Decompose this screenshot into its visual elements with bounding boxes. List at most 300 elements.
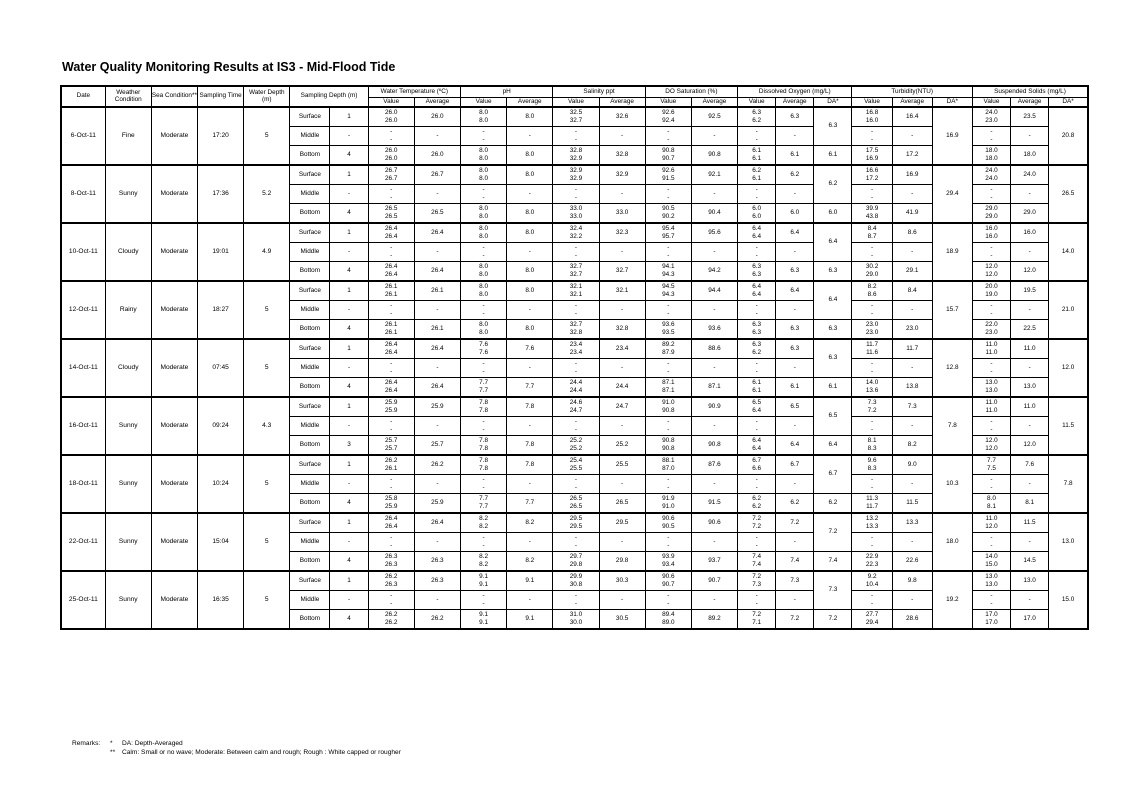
suspended-solids-values-reading-1: 12.0 [985, 437, 998, 444]
suspended-solids-values [972, 610, 1010, 630]
do-saturation-values-reading-2: 93.4 [662, 561, 675, 568]
do-saturation-values-reading-1: 91.0 [662, 399, 675, 406]
subheader-average: Average [691, 98, 737, 108]
suspended-solids-values [972, 243, 1010, 262]
ph-values-reading-2: - [482, 194, 485, 201]
salinity-values-reading-2: - [574, 136, 578, 143]
dissolved-oxygen-da: 6.4 [814, 281, 852, 320]
suspended-solids-average: - [1011, 359, 1049, 378]
temperature-values-reading-1: - [390, 302, 393, 309]
turbidity-values-reading-2: - [870, 542, 874, 549]
turbidity-values-reading-1: 8.1 [867, 437, 877, 444]
turbidity-average: 8.6 [892, 223, 932, 243]
suspended-solids-average: 11.5 [1011, 513, 1049, 533]
temperature-average: - [414, 185, 460, 204]
ph-average: - [507, 185, 553, 204]
do-saturation-average: 95.6 [691, 223, 737, 243]
weather-cell: Cloudy [105, 339, 151, 397]
dissolved-oxygen-average: - [776, 475, 814, 494]
turbidity-values-reading-1: 8.4 [867, 225, 877, 232]
dissolved-oxygen-values-reading-2: - [755, 194, 758, 201]
suspended-solids-values-reading-1: 7.7 [987, 457, 996, 464]
do-saturation-average: 90.8 [691, 436, 737, 456]
sampling-depth-cell: - [330, 185, 368, 204]
dissolved-oxygen-values [738, 301, 776, 320]
weather-cell: Fine [105, 107, 151, 165]
salinity-values [553, 204, 599, 224]
do-saturation-values-reading-1: 93.9 [662, 553, 675, 560]
dissolved-oxygen-values-reading-1: - [755, 418, 758, 425]
suspended-solids-average: - [1011, 243, 1049, 262]
sampling-depth-cell: 4 [330, 320, 368, 340]
temperature-values-reading-1: - [390, 186, 393, 193]
salinity-values-reading-2: 32.2 [569, 233, 583, 240]
dissolved-oxygen-values-reading-1: 6.3 [752, 109, 762, 116]
header-date: Date [61, 86, 105, 107]
salinity-values [553, 533, 599, 552]
suspended-solids-average: - [1011, 127, 1049, 146]
suspended-solids-values-reading-2: 15.0 [985, 561, 998, 568]
salinity-values-reading-2: - [574, 484, 578, 491]
sampling-time-cell: 16:35 [198, 571, 244, 629]
do-saturation-average: 90.8 [691, 146, 737, 166]
temperature-values [368, 185, 414, 204]
sampling-level-cell: Bottom [290, 610, 330, 630]
ph-values [461, 107, 507, 127]
temperature-values-reading-2: 26.0 [385, 155, 398, 162]
dissolved-oxygen-average: 6.7 [776, 455, 814, 475]
dissolved-oxygen-average: - [776, 185, 814, 204]
suspended-solids-values [972, 185, 1010, 204]
ph-values-reading-1: - [482, 186, 485, 193]
dissolved-oxygen-values-reading-2: 7.1 [752, 619, 762, 626]
water-quality-table [60, 85, 1089, 630]
salinity-average: 25.2 [599, 436, 645, 456]
turbidity-values-reading-2: 11.6 [866, 349, 879, 356]
sampling-time-cell: 15:04 [198, 513, 244, 571]
suspended-solids-values-reading-2: 13.0 [985, 581, 998, 588]
turbidity-average: 17.2 [892, 146, 932, 166]
salinity-values-reading-2: - [574, 252, 578, 259]
suspended-solids-da: 14.0 [1049, 223, 1088, 281]
turbidity-average: 22.6 [892, 552, 932, 572]
do-saturation-values [645, 513, 691, 533]
salinity-values [553, 301, 599, 320]
do-saturation-values-reading-1: 90.8 [662, 147, 675, 154]
dissolved-oxygen-values [738, 243, 776, 262]
do-saturation-values-reading-2: - [667, 484, 670, 491]
table-row [61, 455, 1088, 475]
ph-average: 8.0 [507, 146, 553, 166]
suspended-solids-values-reading-2: - [990, 368, 993, 375]
dissolved-oxygen-bottom-da: 6.2 [814, 494, 852, 514]
turbidity-average: 16.4 [892, 107, 932, 127]
do-saturation-values-reading-2: 87.0 [662, 465, 675, 472]
turbidity-values-reading-2: - [870, 310, 874, 317]
dissolved-oxygen-values-reading-2: - [755, 600, 758, 607]
suspended-solids-values-reading-2: 29.0 [985, 213, 998, 220]
sampling-level-cell: Bottom [290, 494, 330, 514]
weather-cell: Sunny [105, 455, 151, 513]
dissolved-oxygen-values [738, 223, 776, 243]
turbidity-values [852, 533, 892, 552]
turbidity-values-reading-2: - [870, 194, 874, 201]
temperature-average: 26.3 [414, 571, 460, 591]
do-saturation-average: - [691, 533, 737, 552]
suspended-solids-values [972, 339, 1010, 359]
subheader-average: Average [776, 98, 814, 108]
dissolved-oxygen-da: 6.7 [814, 455, 852, 494]
dissolved-oxygen-values-reading-2: 7.4 [752, 561, 762, 568]
suspended-solids-values [972, 417, 1010, 436]
salinity-values-reading-2: - [574, 368, 578, 375]
dissolved-oxygen-values-reading-2: 6.2 [752, 117, 762, 124]
salinity-values [553, 417, 599, 436]
ph-average: - [507, 533, 553, 552]
sampling-depth-cell: 1 [330, 339, 368, 359]
ph-values [461, 533, 507, 552]
sea-condition-cell: Moderate [151, 281, 197, 339]
do-saturation-average: 94.4 [691, 281, 737, 301]
turbidity-values-reading-2: 10.4 [865, 581, 879, 588]
weather-cell: Sunny [105, 165, 151, 223]
do-saturation-average: 92.5 [691, 107, 737, 127]
date-cell: 12-Oct-11 [61, 281, 105, 339]
suspended-solids-average: 18.0 [1011, 146, 1049, 166]
water-depth-cell: 4.3 [244, 397, 290, 455]
ph-values [461, 204, 507, 224]
dissolved-oxygen-average: 6.5 [776, 397, 814, 417]
ph-values-reading-2: - [482, 426, 485, 433]
dissolved-oxygen-values-reading-1: 7.2 [752, 611, 762, 618]
suspended-solids-values-reading-1: 29.0 [985, 205, 998, 212]
suspended-solids-average: 8.1 [1011, 494, 1049, 514]
salinity-values-reading-1: 32.4 [569, 225, 583, 232]
remarks-text-2: Calm: Small or no wave; Moderate: Between calm and rough; Rough : White capped or rougher [122, 749, 401, 756]
sampling-level-cell: Surface [290, 281, 330, 301]
temperature-average: 26.0 [414, 107, 460, 127]
salinity-values-reading-1: 26.5 [569, 495, 583, 502]
temperature-values-reading-1: - [390, 418, 393, 425]
temperature-values-reading-2: 26.1 [385, 329, 398, 336]
turbidity-values-reading-2: 13.3 [865, 523, 879, 530]
dissolved-oxygen-average: 6.3 [776, 320, 814, 340]
suspended-solids-average: - [1011, 533, 1049, 552]
suspended-solids-values-reading-1: 8.0 [987, 495, 996, 502]
suspended-solids-values-reading-2: 17.0 [985, 619, 998, 626]
dissolved-oxygen-values [738, 107, 776, 127]
turbidity-average: 13.3 [892, 513, 932, 533]
dissolved-oxygen-values [738, 533, 776, 552]
temperature-average: - [414, 243, 460, 262]
sampling-time-cell: 19:01 [198, 223, 244, 281]
suspended-solids-values-reading-1: 13.0 [985, 379, 998, 386]
suspended-solids-values-reading-2: 8.1 [987, 503, 996, 510]
turbidity-average: - [892, 185, 932, 204]
turbidity-da: 19.2 [932, 571, 972, 629]
salinity-values [553, 591, 599, 610]
sampling-level-cell: Middle [290, 243, 330, 262]
do-saturation-average: 93.7 [691, 552, 737, 572]
suspended-solids-values-reading-1: 14.0 [985, 553, 998, 560]
suspended-solids-average: 23.5 [1011, 107, 1049, 127]
ph-values-reading-1: 7.8 [479, 399, 489, 406]
turbidity-values-reading-1: 14.0 [865, 379, 879, 386]
salinity-values [553, 146, 599, 166]
salinity-average: 30.5 [599, 610, 645, 630]
suspended-solids-values-reading-2: 11.0 [985, 407, 998, 414]
sampling-depth-cell: 4 [330, 378, 368, 398]
subheader-average: Average [414, 98, 460, 108]
dissolved-oxygen-average: 6.3 [776, 339, 814, 359]
ph-values-reading-2: 8.0 [479, 117, 489, 124]
do-saturation-values-reading-1: 94.5 [662, 283, 675, 290]
suspended-solids-values-reading-2: 16.0 [985, 233, 998, 240]
sampling-depth-cell: 4 [330, 610, 368, 630]
water-depth-cell: 5.2 [244, 165, 290, 223]
dissolved-oxygen-values-reading-1: - [755, 476, 758, 483]
sampling-depth-cell: 4 [330, 494, 368, 514]
do-saturation-values-reading-2: - [667, 600, 670, 607]
table-row [61, 397, 1088, 417]
suspended-solids-values-reading-2: - [990, 194, 993, 201]
temperature-values-reading-1: - [390, 592, 393, 599]
dissolved-oxygen-da: 6.3 [814, 339, 852, 378]
dissolved-oxygen-average: - [776, 591, 814, 610]
header-suspended-solids: Suspended Solids (mg/L) [972, 86, 1088, 98]
salinity-values [553, 397, 599, 417]
temperature-average: - [414, 359, 460, 378]
do-saturation-values [645, 610, 691, 630]
salinity-values-reading-2: 32.8 [569, 329, 583, 336]
temperature-values [368, 339, 414, 359]
turbidity-average: - [892, 417, 932, 436]
dissolved-oxygen-values-reading-2: 6.4 [752, 291, 762, 298]
suspended-solids-values-reading-2: - [990, 310, 993, 317]
turbidity-values-reading-1: 27.7 [865, 611, 879, 618]
weather-cell: Sunny [105, 571, 151, 629]
sampling-depth-cell: 4 [330, 262, 368, 282]
dissolved-oxygen-values [738, 417, 776, 436]
turbidity-da: 18.9 [932, 223, 972, 281]
turbidity-values-reading-2: 11.7 [866, 503, 879, 510]
do-saturation-values-reading-1: 94.1 [662, 263, 675, 270]
salinity-average: 32.1 [599, 281, 645, 301]
salinity-values-reading-2: 30.8 [569, 581, 583, 588]
ph-values-reading-2: 8.0 [479, 271, 489, 278]
table-row [61, 281, 1088, 301]
sea-condition-cell: Moderate [151, 165, 197, 223]
suspended-solids-values-reading-1: - [990, 592, 993, 599]
suspended-solids-values [972, 397, 1010, 417]
ph-values-reading-1: - [482, 302, 485, 309]
temperature-average: 26.4 [414, 339, 460, 359]
weather-cell: Cloudy [105, 223, 151, 281]
turbidity-values-reading-2: - [870, 136, 874, 143]
salinity-values-reading-2: - [574, 600, 578, 607]
do-saturation-values-reading-2: - [667, 426, 670, 433]
sampling-level-cell: Middle [290, 533, 330, 552]
salinity-values-reading-1: 32.9 [569, 167, 583, 174]
salinity-values-reading-2: 25.5 [569, 465, 583, 472]
turbidity-values-reading-1: - [870, 418, 874, 425]
dissolved-oxygen-average: 6.4 [776, 281, 814, 301]
suspended-solids-values [972, 223, 1010, 243]
do-saturation-values-reading-2: - [667, 194, 670, 201]
suspended-solids-values-reading-1: - [990, 476, 993, 483]
ph-average: 7.8 [507, 436, 553, 456]
water-depth-cell: 4.9 [244, 223, 290, 281]
turbidity-values [852, 107, 892, 127]
temperature-values [368, 552, 414, 572]
ph-values [461, 223, 507, 243]
do-saturation-values-reading-1: - [667, 418, 670, 425]
temperature-values [368, 533, 414, 552]
temperature-values-reading-1: 26.1 [385, 321, 398, 328]
sampling-level-cell: Bottom [290, 146, 330, 166]
turbidity-values [852, 378, 892, 398]
dissolved-oxygen-bottom-da: 6.1 [814, 146, 852, 166]
dissolved-oxygen-values-reading-1: - [755, 360, 758, 367]
dissolved-oxygen-values-reading-1: 7.4 [752, 553, 762, 560]
turbidity-values-reading-1: 9.6 [867, 457, 877, 464]
sampling-depth-cell: - [330, 301, 368, 320]
do-saturation-values-reading-1: 91.9 [662, 495, 675, 502]
suspended-solids-values-reading-1: 24.0 [985, 167, 998, 174]
sea-condition-cell: Moderate [151, 339, 197, 397]
salinity-average: 32.3 [599, 223, 645, 243]
do-saturation-average: - [691, 127, 737, 146]
water-depth-cell: 5 [244, 107, 290, 165]
temperature-average: 25.9 [414, 494, 460, 514]
weather-cell: Rainy [105, 281, 151, 339]
ph-values-reading-2: 7.8 [479, 445, 489, 452]
dissolved-oxygen-values [738, 513, 776, 533]
do-saturation-average: 87.1 [691, 378, 737, 398]
temperature-average: 26.4 [414, 223, 460, 243]
turbidity-average: - [892, 127, 932, 146]
temperature-values-reading-1: 26.4 [385, 263, 398, 270]
turbidity-average: 28.6 [892, 610, 932, 630]
do-saturation-values-reading-1: 89.2 [662, 341, 675, 348]
suspended-solids-values-reading-1: 24.0 [985, 109, 998, 116]
temperature-values [368, 320, 414, 340]
do-saturation-values [645, 533, 691, 552]
do-saturation-average: 88.6 [691, 339, 737, 359]
table-row [61, 513, 1088, 533]
dissolved-oxygen-values-reading-1: 7.2 [752, 515, 762, 522]
temperature-values-reading-2: - [390, 426, 393, 433]
weather-cell: Sunny [105, 397, 151, 455]
do-saturation-average: 91.5 [691, 494, 737, 514]
salinity-values-reading-2: 33.0 [569, 213, 583, 220]
do-saturation-values [645, 243, 691, 262]
sampling-time-cell: 07:45 [198, 339, 244, 397]
salinity-values-reading-1: - [574, 534, 578, 541]
suspended-solids-average: 12.0 [1011, 436, 1049, 456]
ph-average: 9.1 [507, 610, 553, 630]
dissolved-oxygen-values-reading-1: - [755, 128, 758, 135]
dissolved-oxygen-values-reading-2: 6.2 [752, 503, 762, 510]
temperature-values-reading-1: - [390, 128, 393, 135]
sampling-level-cell: Surface [290, 455, 330, 475]
ph-values-reading-1: 8.0 [479, 283, 489, 290]
salinity-values [553, 165, 599, 185]
turbidity-values-reading-1: 9.2 [867, 573, 877, 580]
dissolved-oxygen-values [738, 359, 776, 378]
header-temperature: Water Temperature (ºC) [368, 86, 460, 98]
do-saturation-average: 94.2 [691, 262, 737, 282]
ph-values-reading-2: - [482, 136, 485, 143]
temperature-average: 26.7 [414, 165, 460, 185]
do-saturation-values [645, 281, 691, 301]
ph-values [461, 127, 507, 146]
subheader-value: Value [368, 98, 414, 108]
suspended-solids-average: 7.6 [1011, 455, 1049, 475]
suspended-solids-average: 11.0 [1011, 339, 1049, 359]
salinity-values-reading-2: 29.5 [569, 523, 583, 530]
dissolved-oxygen-values-reading-1: - [755, 302, 758, 309]
temperature-average: 26.4 [414, 513, 460, 533]
ph-values-reading-2: 8.0 [479, 291, 489, 298]
do-saturation-values [645, 378, 691, 398]
ph-values-reading-2: - [482, 310, 485, 317]
sampling-depth-cell: - [330, 127, 368, 146]
turbidity-values-reading-2: 8.3 [867, 465, 877, 472]
dissolved-oxygen-values-reading-2: - [755, 368, 758, 375]
temperature-values-reading-1: 26.2 [385, 611, 398, 618]
ph-values [461, 475, 507, 494]
do-saturation-average: - [691, 243, 737, 262]
ph-values [461, 320, 507, 340]
suspended-solids-values-reading-2: - [990, 252, 993, 259]
turbidity-values-reading-1: 13.2 [865, 515, 879, 522]
temperature-values [368, 301, 414, 320]
temperature-values-reading-2: 26.1 [385, 465, 398, 472]
ph-average: 8.0 [507, 320, 553, 340]
temperature-average: 25.9 [414, 397, 460, 417]
temperature-values-reading-1: 26.5 [385, 205, 398, 212]
salinity-values-reading-1: - [574, 302, 578, 309]
water-depth-cell: 5 [244, 513, 290, 571]
turbidity-values [852, 127, 892, 146]
ph-values [461, 378, 507, 398]
suspended-solids-values-reading-1: 11.0 [985, 341, 998, 348]
salinity-values [553, 185, 599, 204]
ph-values [461, 146, 507, 166]
turbidity-da: 15.7 [932, 281, 972, 339]
turbidity-da: 16.9 [932, 107, 972, 165]
do-saturation-values-reading-1: - [667, 244, 670, 251]
ph-values-reading-1: - [482, 592, 485, 599]
suspended-solids-values [972, 513, 1010, 533]
sampling-depth-cell: 1 [330, 281, 368, 301]
dissolved-oxygen-values [738, 378, 776, 398]
turbidity-average: 16.9 [892, 165, 932, 185]
water-depth-cell: 5 [244, 339, 290, 397]
turbidity-values-reading-2: 17.2 [865, 175, 879, 182]
dissolved-oxygen-values-reading-2: 7.2 [752, 523, 762, 530]
salinity-average: 23.4 [599, 339, 645, 359]
suspended-solids-values-reading-1: - [990, 534, 993, 541]
sampling-depth-cell: - [330, 417, 368, 436]
turbidity-values-reading-2: - [870, 600, 874, 607]
sampling-level-cell: Middle [290, 359, 330, 378]
sampling-depth-cell: - [330, 533, 368, 552]
temperature-values-reading-2: - [390, 252, 393, 259]
ph-values-reading-1: - [482, 360, 485, 367]
do-saturation-values-reading-2: 95.7 [662, 233, 675, 240]
